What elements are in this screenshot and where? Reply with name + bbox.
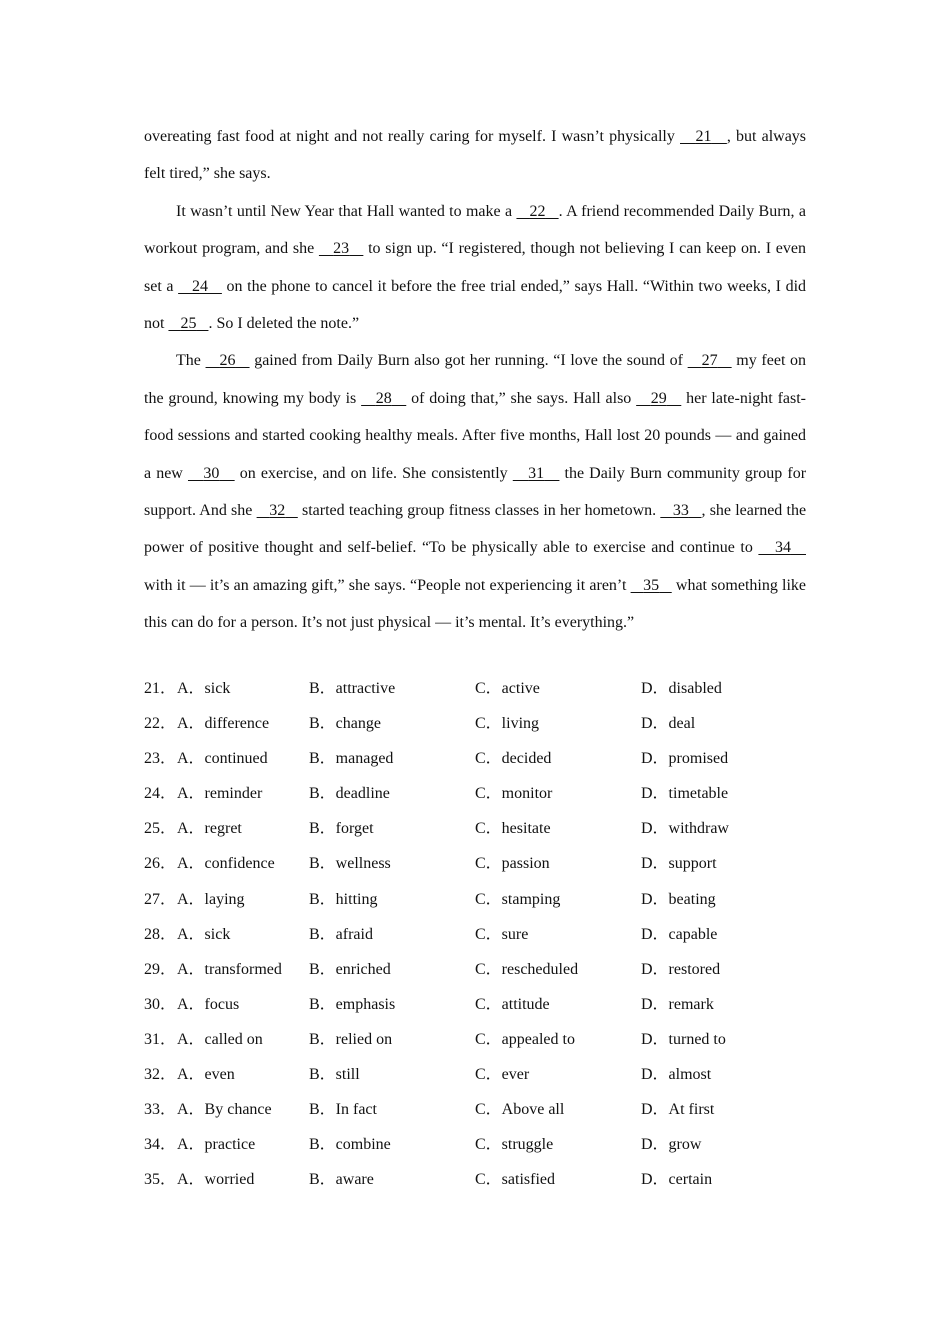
option-b[interactable]: B．managed xyxy=(309,750,394,768)
blank-23 xyxy=(319,240,363,257)
passage-text: to sign up. “I registered, though not believing I can keep on. I even set a xyxy=(144,240,807,295)
option-b[interactable]: B．In fact xyxy=(309,1101,377,1119)
option-a[interactable]: A．transformed xyxy=(177,960,282,978)
question-row xyxy=(144,952,824,987)
question-number: 22． xyxy=(144,715,177,733)
question-row xyxy=(144,917,824,952)
passage xyxy=(144,118,806,642)
blank-34 xyxy=(758,539,806,556)
passage-text: on exercise, and on life. She consistently xyxy=(234,464,513,482)
blank-28 xyxy=(361,390,406,407)
option-c[interactable]: C．ever xyxy=(475,1066,530,1084)
option-a[interactable]: A．practice xyxy=(177,1136,256,1154)
blank-number: 28 xyxy=(375,389,392,407)
option-b[interactable]: B．attractive xyxy=(309,680,396,697)
option-c[interactable]: C．hesitate xyxy=(475,820,551,838)
blank-number: 25 xyxy=(180,315,197,333)
option-a[interactable]: A．regret xyxy=(177,820,242,838)
option-c[interactable]: C．appealed to xyxy=(475,1030,575,1048)
option-a[interactable]: A．reminder xyxy=(177,785,263,803)
question-row xyxy=(144,776,824,811)
question-row xyxy=(144,741,824,776)
option-d[interactable]: D．turned to xyxy=(641,1030,726,1048)
blank-number: 27 xyxy=(701,352,718,370)
option-b[interactable]: B．enriched xyxy=(309,960,391,978)
passage-text: . A friend recommended Daily Burn, a workout program, and she xyxy=(144,202,807,258)
question-number: 31． xyxy=(144,1030,177,1048)
blank-25 xyxy=(168,315,208,332)
option-a[interactable]: A．By chance xyxy=(177,1101,272,1119)
passage-text: the Daily Burn community group for support. And she xyxy=(144,464,807,520)
blank-number: 22 xyxy=(529,202,546,220)
blank-26 xyxy=(206,352,250,369)
option-b[interactable]: B．relied on xyxy=(309,1030,393,1048)
option-c[interactable]: C．decided xyxy=(475,750,552,768)
option-a[interactable]: A．focus xyxy=(177,995,240,1013)
blank-32 xyxy=(257,502,298,519)
option-b[interactable]: B．still xyxy=(309,1066,360,1084)
option-c[interactable]: C．living xyxy=(475,715,540,733)
option-a[interactable]: A．continued xyxy=(177,750,268,768)
option-d[interactable]: D．restored xyxy=(641,960,721,978)
question-number: 25． xyxy=(144,820,177,838)
option-d[interactable]: D．disabled xyxy=(641,680,722,697)
option-d[interactable]: D．withdraw xyxy=(641,820,729,838)
blank-30 xyxy=(188,465,235,482)
question-number: 33． xyxy=(144,1101,177,1119)
paragraph-3 xyxy=(144,342,806,641)
blank-29 xyxy=(636,390,681,407)
blank-number: 33 xyxy=(672,502,689,520)
option-b[interactable]: B．forget xyxy=(309,820,374,838)
passage-text: , but always felt tired,” she says. xyxy=(144,128,807,183)
option-c[interactable]: C．Above all xyxy=(475,1101,565,1119)
option-d[interactable]: D．timetable xyxy=(641,785,729,803)
blank-35 xyxy=(631,577,672,594)
question-row xyxy=(144,706,824,741)
question-row xyxy=(144,1022,824,1057)
question-number: 32． xyxy=(144,1066,177,1084)
option-d[interactable]: D．beating xyxy=(641,890,716,908)
option-c[interactable]: C．struggle xyxy=(475,1136,554,1154)
question-row xyxy=(144,846,824,881)
option-d[interactable]: D．almost xyxy=(641,1066,712,1084)
option-c[interactable]: C．rescheduled xyxy=(475,960,579,978)
option-b[interactable]: B．afraid xyxy=(309,925,373,943)
passage-text: It wasn’t until New Year that Hall wanted to make a xyxy=(176,202,517,220)
option-a[interactable]: A．even xyxy=(177,1066,235,1084)
blank-number: 23 xyxy=(333,240,350,258)
blank-number: 34 xyxy=(774,539,791,557)
passage-text: on the phone to cancel it before the free trial ended,” says Hall. “Within two weeks, I did not xyxy=(144,277,807,333)
passage-text: my feet on the ground, knowing my body is xyxy=(144,352,807,407)
option-b[interactable]: B．wellness xyxy=(309,855,391,873)
blank-22 xyxy=(516,203,558,220)
question-row xyxy=(144,882,824,917)
question-row xyxy=(144,1127,824,1162)
option-b[interactable]: B．deadline xyxy=(309,785,390,803)
option-b[interactable]: B．change xyxy=(309,715,381,733)
option-a[interactable]: A．sick xyxy=(177,680,231,697)
blank-31 xyxy=(513,465,560,482)
option-a[interactable]: A．laying xyxy=(177,890,245,908)
blank-number: 26 xyxy=(219,352,236,370)
option-c[interactable]: C．attitude xyxy=(475,995,550,1013)
question-number: 26． xyxy=(144,855,177,873)
option-c[interactable]: C．active xyxy=(475,680,540,697)
question-number: 21． xyxy=(144,680,177,697)
option-c[interactable]: C．monitor xyxy=(475,785,553,803)
option-b[interactable]: B．aware xyxy=(309,1171,374,1189)
passage-text: what something like this can do for a person. It’s not just physical — it’s mental. It’s everything.” xyxy=(144,576,807,632)
question-number: 29． xyxy=(144,960,177,978)
passage-text: gained from Daily Burn also got her running. “I love the sound of xyxy=(249,352,688,370)
question-number: 27． xyxy=(144,890,177,908)
paragraph-2 xyxy=(144,193,806,343)
question-number: 23． xyxy=(144,750,177,768)
question-row xyxy=(144,1162,824,1197)
option-a[interactable]: A．confidence xyxy=(177,855,275,873)
passage-text: with it — it’s an amazing gift,” she says. “People not experiencing it aren’t xyxy=(144,576,631,594)
question-row xyxy=(144,1092,824,1127)
option-d[interactable]: D．remark xyxy=(641,995,714,1013)
option-c[interactable]: C．sure xyxy=(475,925,529,943)
option-b[interactable]: B．emphasis xyxy=(309,995,396,1013)
option-d[interactable]: D．promised xyxy=(641,750,729,768)
blank-27 xyxy=(688,352,732,369)
passage-text: The xyxy=(176,352,206,370)
option-d[interactable]: D．deal xyxy=(641,715,696,733)
question-number: 24． xyxy=(144,785,177,803)
blank-number: 30 xyxy=(203,464,220,482)
option-b[interactable]: B．combine xyxy=(309,1136,391,1154)
question-row xyxy=(144,671,824,706)
blank-number: 32 xyxy=(269,502,286,520)
blank-number: 31 xyxy=(528,464,545,482)
answer-options xyxy=(144,671,824,1197)
blank-24 xyxy=(178,278,222,295)
option-c[interactable]: C．passion xyxy=(475,855,550,873)
question-number: 30． xyxy=(144,995,177,1013)
question-number: 28． xyxy=(144,925,177,943)
option-a[interactable]: A．sick xyxy=(177,925,231,943)
option-c[interactable]: C．stamping xyxy=(475,890,561,908)
option-a[interactable]: A．difference xyxy=(177,715,270,733)
option-b[interactable]: B．hitting xyxy=(309,890,378,908)
passage-text: started teaching group fitness classes in her hometown. xyxy=(297,502,661,520)
option-a[interactable]: A．worried xyxy=(177,1171,255,1189)
option-d[interactable]: D．support xyxy=(641,855,717,873)
blank-number: 24 xyxy=(192,277,208,295)
question-row xyxy=(144,1057,824,1092)
option-d[interactable]: D．grow xyxy=(641,1136,702,1154)
paragraph-1 xyxy=(144,118,806,193)
option-d[interactable]: D．certain xyxy=(641,1171,713,1189)
option-d[interactable]: D．At first xyxy=(641,1101,715,1119)
blank-21 xyxy=(680,128,727,145)
passage-text: her late-night fast-food sessions and started cooking healthy meals. After five months, Hall lost 20 pounds — and gained a new xyxy=(144,389,807,482)
question-number: 34． xyxy=(144,1136,177,1154)
question-row xyxy=(144,811,824,846)
option-d[interactable]: D．capable xyxy=(641,925,718,943)
passage-text: overeating fast food at night and not really caring for myself. I wasn’t physically xyxy=(144,128,680,145)
passage-text: . So I deleted the note.” xyxy=(208,315,360,333)
blank-number: 35 xyxy=(643,576,660,594)
blank-33 xyxy=(660,502,701,519)
passage-text: , she learned the power of positive thought and self-belief. “To be physically able to exercise and continue to xyxy=(144,502,807,557)
blank-number: 21 xyxy=(695,128,712,145)
passage-text: of doing that,” she says. Hall also xyxy=(406,389,637,407)
option-c[interactable]: C．satisfied xyxy=(475,1171,555,1189)
question-number: 35． xyxy=(144,1171,177,1189)
question-row xyxy=(144,987,824,1022)
option-a[interactable]: A．called on xyxy=(177,1030,263,1048)
blank-number: 29 xyxy=(650,389,667,407)
